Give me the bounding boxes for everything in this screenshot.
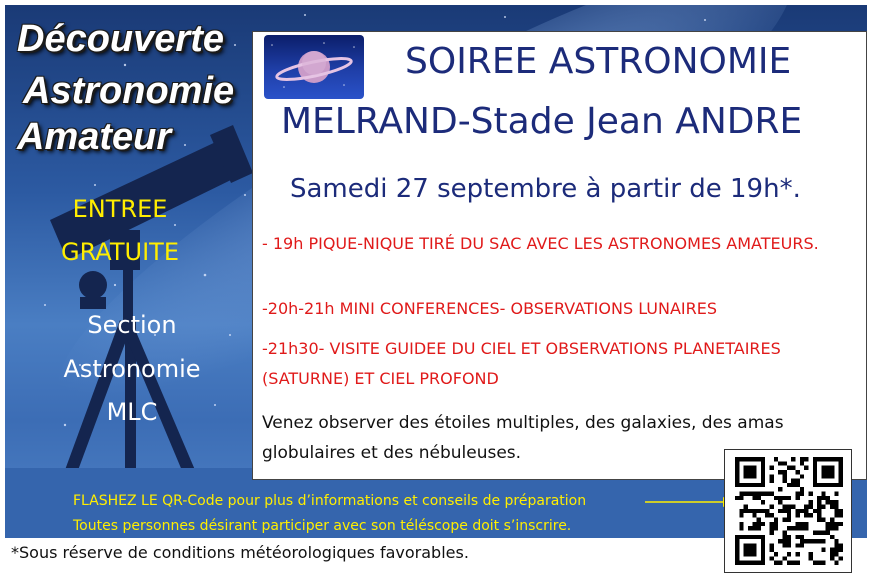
event-title: SOIREE ASTRONOMIE (405, 41, 792, 82)
title-astronomie: Astronomie (23, 70, 235, 112)
qr-code[interactable] (735, 457, 843, 565)
section-mlc-label: MLC (106, 398, 158, 426)
event-card (252, 31, 867, 480)
qr-code-frame[interactable] (724, 449, 852, 573)
weather-disclaimer: *Sous réserve de conditions météorologiques favorables. (11, 543, 469, 562)
arrow-right-icon (645, 495, 735, 509)
program-item: -21h30- VISITE GUIDEE DU CIEL ET OBSERVATIONS PLANETAIRES (SATURNE) ET CIEL PROFOND (262, 339, 781, 388)
title-amateur: Amateur (17, 116, 172, 158)
event-location: MELRAND-Stade Jean ANDRE (281, 101, 803, 142)
saturn-planet-image (264, 35, 364, 99)
event-description: Venez observer des étoiles multiples, des galaxies, des amas globulaires et des nébuleuses. (262, 413, 784, 463)
saturn-icon (264, 35, 364, 99)
title-decouverte: Découverte (17, 18, 224, 60)
event-date: Samedi 27 septembre à partir de 19h*. (290, 174, 801, 204)
gratuite-label: GRATUITE (61, 238, 179, 266)
flash-qr-text: FLASHEZ LE QR-Code pour plus d’informations et conseils de préparation (73, 493, 587, 509)
section-astronomie-label: Astronomie (63, 355, 201, 383)
program-item: -20h-21h MINI CONFERENCES- OBSERVATIONS LUNAIRES (262, 299, 718, 318)
entree-label: ENTREE (72, 195, 168, 223)
register-text: Toutes personnes désirant participer avec son téléscope doit s’inscrire. (73, 518, 572, 534)
program-item: - 19h PIQUE-NIQUE TIRÉ DU SAC AVEC LES ASTRONOMES AMATEURS. (262, 234, 819, 253)
section-label: Section (87, 311, 177, 339)
